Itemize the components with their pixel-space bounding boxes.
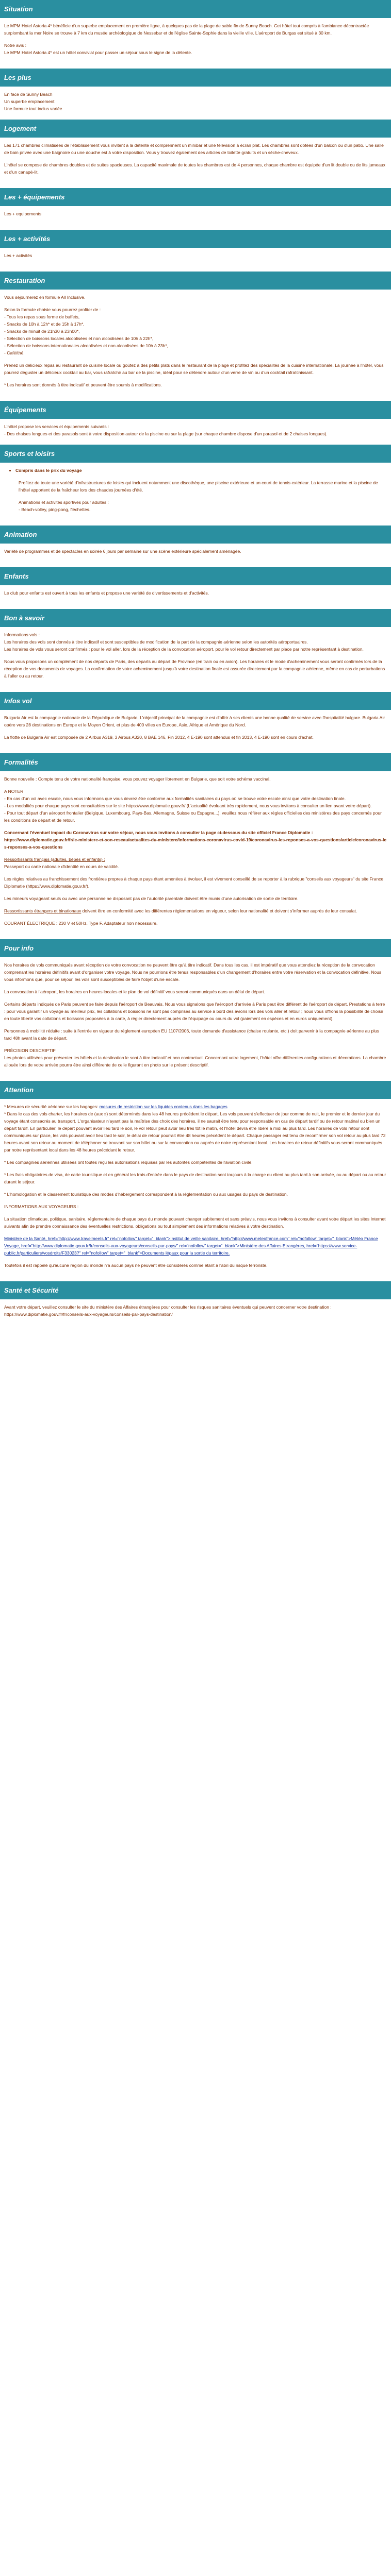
plus-section xyxy=(0,87,391,120)
attention-visa-fees: * Les frais obligatoires de visa, de carte touristique et en général les frais d'entrée dans le pays de destination sont toujours à la charge du client au plus tard à son arrivée, ou au départ ou au retour durant le séjour. xyxy=(4,1172,386,1184)
enfants-section xyxy=(0,585,391,609)
equipements-detail-section xyxy=(0,419,391,445)
activites-section xyxy=(0,248,391,272)
restauration-item: - Snacks de 10h à 12h* et de 15h à 17h*, xyxy=(4,321,85,327)
sports-description: Profitez de toute une variété d'infrastructures de loisirs qui incluent notamment une discothèque, une piscine extérieure et un court de tennis extérieur. La terrasse marine et la piscine de l'hôtel apportent de la fraîcheur lors des chaudes journées d'été. xyxy=(19,480,378,493)
sports-adults-list: - Beach-volley, ping-pong, fléchettes. xyxy=(19,507,91,512)
equipements-item: - Des chaises longues et des parasols sont à votre disposition autour de la piscine ou sur la plage (sur chaque chambre dispose d'un parasol et de 2 chaises longues). xyxy=(4,431,328,436)
situation-opinion-label: Notre avis : xyxy=(4,43,26,48)
pour-info-schedules: Nos horaires de vols communiqués avant réception de votre convocation ne peuvent être qu'à titre indicatif. Dans tous les cas, il est impératif que vous attendiez la réception de la convocation comprenant les horaires définitifs avant d'organiser votre voyage. Nous ne pourrions être tenus responsables d'un changement d'horaires entre votre réservation et la convocation définitive. Nous vous informons que, pour ce séjour, les vols sont susceptibles de faire l'objet d'une escale. xyxy=(4,962,382,982)
section-header-bon-a-savoir: Bon à savoir xyxy=(0,609,391,627)
formalites-coronavirus-link[interactable]: https://www.diplomatie.gouv.fr/fr/le-ministere-et-son-reseau/actualites-du-ministere/informations-coronavirus-covid-19/coronavirus-les-reponses-a-vos-questions/article/coronavirus-les-reponses-a-vos-questions xyxy=(4,837,387,850)
flight-info-confirmation: Les horaires de vols vous seront confirmés : pour le vol aller, lors de la réception de la convocation aéroport, pour le vol retour directement par place par notre représentant à destination. xyxy=(4,647,364,652)
logement-section xyxy=(0,138,391,188)
restauration-section xyxy=(0,290,391,401)
formalites-section xyxy=(0,771,391,939)
infos-vol-section xyxy=(0,710,391,753)
flight-info-province: Nous vous proposons un complément de nos départs de Paris, des départs au départ de Province (en train ou en avion). Les horaires et le mode d'acheminement vous seront confirmés lors de la réception de vos documents de voyages. La confirmation de votre acheminement jusqu'à votre destination finale est assurée directement par la compagnie aérienne, même en cas de perturbations à l'aller ou au retour. xyxy=(4,659,385,679)
section-header-infos-vol: Infos vol xyxy=(0,692,391,710)
formalites-minors: Les mineurs voyageant seuls ou avec une personne ne disposant pas de l'autorité parentale doivent être munis d'une autorisation de sortie de territoire. xyxy=(4,896,299,901)
plus-item: En face de Sunny Beach xyxy=(4,92,53,97)
airline-description: Bulgaria Air est la compagnie nationale de la République de Bulgarie. L'objectif principal de la compagnie est d'offrir à ses clients une bonne qualité de service avec l'hospitalité bulgare. Bulgaria Air opère vers 28 destinations en Europe et le Moyen Orient, et plus de 400 villes en Europe, Asie, Afrique et Amérique du Nord. xyxy=(4,715,385,727)
pour-info-precision-text: Les photos utilisées pour présenter les hôtels et la destination le sont à titre indicatif et non contractuel. Concernant votre logement, l'hôtel offre différentes configurations et décorations. La chambre allouée lors de votre arrivée pourra être ainsi différente de celle figurant en photo sur le présent descriptif. xyxy=(4,1055,386,1067)
logement-description: Les 171 chambres climatisées de l'établissement vous invitent à la détente et comprennent un minibar et une télévision à écran plat. Les chambres sont dotées d'un balcon ou d'un patio. Une salle de bain privée avec une baignoire ou une douche est à votre disposition. Vous y trouvez également des articles de toilette gratuits et un sèche-cheveux. xyxy=(4,143,384,155)
formalites-coronavirus-label: Concernant l'éventuel impact du Coronavirus sur votre séjour, nous vous invitons à consulter la page ci-dessous du site officiel France Diplomatie : xyxy=(4,830,313,835)
section-header-sports: Sports et loisirs xyxy=(0,445,391,463)
equipements-section xyxy=(0,206,391,230)
formalites-foreigners xyxy=(4,907,387,914)
section-header-enfants: Enfants xyxy=(0,567,391,585)
formalites-foreigners-label: Ressortissants étrangers et binationaux xyxy=(4,908,82,913)
sante-text: Avant votre départ, veuillez consulter le site du ministère des Affaires étrangères pour consulter les risques sanitaires éventuels qui peuvent concerner votre destination : https://www.diplomatie.gouv.fr/fr/conseils-aux-voyageurs/conseils-par-pays-destination/ xyxy=(4,1304,332,1317)
restauration-item: - Café/thé. xyxy=(4,350,25,355)
attention-classification: * L'homologation et le classement touristique des modes d'hébergement correspondent à la réglementation ou aux usages du pays de destination. xyxy=(4,1192,288,1197)
section-header-activites: Les + activités xyxy=(0,230,391,248)
restauration-item: - Snacks de minuit de 21h30 à 23h00*, xyxy=(4,329,80,334)
section-header-logement: Logement xyxy=(0,120,391,138)
formalites-french-nationals-doc: Passeport ou carte nationale d'identité en cours de validité. xyxy=(4,864,119,869)
section-header-situation: Situation xyxy=(0,0,391,18)
situation-description: Le MPM Hotel Astoria 4* bénéficie d'un superbe emplacement en première ligne, à quelques pas de la plage de sable fin de Sunny Beach. Cet hôtel tout compris à l'ambiance décontractée surplombant la mer Noire se trouve à 7 km du musée archéologique de Nessebar et de l'église Sainte-Sophie dans la vieille ville. L'aéroport de Burgas est situé à 30 km. xyxy=(4,23,369,36)
attention-security-label: * Mesures de sécurité aérienne sur les bagages: xyxy=(4,1104,100,1109)
equipements-text: Les + equipements xyxy=(4,211,42,216)
section-header-pour-info: Pour info xyxy=(0,939,391,957)
pour-info-section xyxy=(0,957,391,1081)
restauration-item: - Sélection de boissons locales alcoolisées et non alcoolisées de 10h à 22h*, xyxy=(4,336,154,341)
sports-included-label: • Compris dans le prix du voyage xyxy=(15,467,387,474)
section-header-sante: Santé et Sécurité xyxy=(0,1281,391,1299)
restauration-item: - Tous les repas sous forme de buffets, xyxy=(4,314,80,319)
formalites-good-news: Bonne nouvelle : Compte tenu de votre nationalité française, vous pouvez voyager librement en Bulgarie, que soit votre schéma vaccinal. xyxy=(4,776,271,782)
formalites-note-modalites: - Les modalités pour chaque pays sont consultables sur le site https://www.diplomatie.gouv.fr/ (L'actualité évoluant très rapidement, nous vous invitons à consulter un lien avant votre départ). xyxy=(4,803,372,808)
attention-charter-flights: * Dans le cas des vols charter, les horaires de (aux ») sont déterminés dans les 48 heures précédent le départ. Les vols peuvent s'effectuer de jour comme de nuit, le premier et le dernier jour du voyage étant consacrés au transport. L'organisateur n'ayant pas la maîtrise des choix des horaires, il ne saurait être tenu pour responsable en cas de départ tardif ou de retour matinal ou bien un départ tardif. En particulier, le départ pouvant avoir lieu tard le soir, le vol retour peut avoir lieu très tôt le matin, et l'hôtel devra être libéré à midi au plus tard. Les horaires de vols retour sont communiqués sur place, les vols pouvant avoir lieu tard le soir, le délai de retour pourrait être 48 heures précédent le départ. Chaque passager est tenu de reconfirmer son vol retour au plus tard 72 heures avant son retour au moment de téléphoner se trouvant sur son billet ou sur la convocation ou auprès de notre représentant local. Les horaires de retour définitifs vous seront communiqués par notre représentant local dans les 48 heures précédant le retour. xyxy=(4,1111,386,1153)
plus-item: Une formule tout inclus variée xyxy=(4,106,62,111)
attention-official-links[interactable]: Ministère de la Santé, href="http://www.travelmeets.fr" rel="nofollow" target="_blank">Institut de veille sanitaire, href="http://www.meteofrance.com" rel="nofollow" target="_blank">Météo France Voyage, href="http://www.diplomatie.gouv.fr/fr/conseils-aux-voyageurs/conseils-par-pays/" rel="nofollow" target="_blank">Ministère des Affaires Etrangères, href="https://www.service-public.fr/particuliers/vosdroits/F33023?" rel="nofollow" target="_blank">Documents légaux pour la sortie du territoire. xyxy=(4,1236,378,1256)
pour-info-reduced-mobility: Personnes à mobilité réduite : suite à l'entrée en vigueur du règlement européen EU 1107/2006, toute demande d'assistance (chaise roulante, etc.) doit parvenir à la compagnie aérienne au plus tard 48h avant la date de départ. xyxy=(4,1028,379,1041)
flight-info-label: Informations vols : xyxy=(4,632,40,637)
section-header-animation: Animation xyxy=(0,526,391,544)
situation-opinion: Le MPM Hotel Astoria 4* est un hôtel convivial pour passer un séjour sous le signe de la détente. xyxy=(4,50,192,55)
animation-section xyxy=(0,544,391,567)
formalites-electricity: COURANT ÉLECTRIQUE : 230 V et 50Hz. Type F. Adaptateur non nécessaire. xyxy=(4,921,158,926)
section-header-equipements: Les + équipements xyxy=(0,188,391,206)
attention-security xyxy=(4,1103,387,1110)
section-header-restauration: Restauration xyxy=(0,272,391,290)
attention-section xyxy=(0,1099,391,1281)
plus-item: Un superbe emplacement xyxy=(4,99,55,104)
situation-section xyxy=(0,18,391,69)
activites-text: Les + activités xyxy=(4,253,32,258)
formalites-border-rules: Les règles relatives au franchissement des frontières propres à chaque pays étant amenées à évoluer, il est vivement conseillé de se reporter à la rubrique "conseils aux voyageurs" du site France Diplomatie (https://www.diplomatie.gouv.fr/). xyxy=(4,876,384,889)
flight-info-schedules: Les horaires des vols sont donnés à titre indicatif et sont susceptibles de modification de la part de la compagnie aérienne selon les autorités aéroportuaires. xyxy=(4,639,308,645)
equipements-intro: L'hôtel propose les services et équipements suivants : xyxy=(4,424,109,429)
formalites-note-escale: - En cas d'un vol avec escale, nous vous informons que vous devrez être conforme aux formalités sanitaires du pays où se trouve votre escale ainsi que votre destination finale. xyxy=(4,796,346,801)
restauration-restaurants: Prenez un délicieux repas au restaurant de cuisine locale ou goûtez à des petits plats dans le restaurant de la plage et profitez des spécialités de la cuisine internationale. La journée à l'hôtel, vous pourrez déguster un délicieux cocktail au bar, vous rafraîchir au bar de la piscine, idéal pour se détendre autour d'un verre de vin ou d'un cocktail rafraîchissant. xyxy=(4,363,384,375)
attention-travelers-info-label: INFORMATIONS AUX VOYAGEURS : xyxy=(4,1204,79,1209)
sante-section xyxy=(0,1299,391,1330)
enfants-text: Le club pour enfants est ouvert à tous les enfants et propose une variété de divertissements et d'activités. xyxy=(4,590,209,596)
liquids-restriction-link[interactable]: mesures de restriction sur les liquides contenus dans les bagages xyxy=(99,1104,227,1109)
restauration-formula: Vous séjournerez en formule All Inclusive. xyxy=(4,295,86,300)
attention-travelers-info: La situation climatique, politique, sanitaire, réglementaire de chaque pays du monde pouvant changer subitement et sans préavis, nous vous invitons à consulter avant votre départ les sites Internet suivants afin de prendre connaissance des éventuelles restrictions, obligations ou tout simplement des informations relatives à votre destination. xyxy=(4,1216,386,1229)
airline-fleet: La flotte de Bulgaria Air est composée de 2 Airbus A319, 3 Airbus A320, 8 BAE 146, Fin 2012, 4 E-190 sont attendus et fin 2013, 4 E-190 sont en cours d'achat. xyxy=(4,735,314,740)
restauration-note: * Les horaires sont donnés à titre indicatif et peuvent être soumis à modifications. xyxy=(4,382,162,387)
section-header-equipements-detail: Équipements xyxy=(0,401,391,419)
restauration-item: - Sélection de boissons internationales alcoolisées et non alcoolisées de 10h à 23h*, xyxy=(4,343,169,348)
pour-info-precision-label: PRÉCISION DESCRIPTIF xyxy=(4,1048,56,1053)
attention-terrorism: Toutefois il est rappelé qu'aucune région du monde n'a aucun pays ne peuvent être considérés comme étant à l'abri du risque terroriste. xyxy=(4,1263,268,1268)
formalites-french-nationals-label: Ressortissants français (adultes, bébés et enfants) : xyxy=(4,857,105,862)
formalites-note-label: A NOTER xyxy=(4,789,24,794)
bon-a-savoir-section xyxy=(0,627,391,692)
restauration-intro: Selon la formule choisie vous pourrez profiter de : xyxy=(4,307,101,312)
pour-info-airports: Certains départs indiqués de Paris peuvent se faire depuis l'aéroport de Beauvais. Nous vous signalons que l'aéroport d'arrivée à Paris peut être différent de l'aéroport de départ. Prestations à terre : pour vous garantir un voyage au meilleur prix, les collations et boissons ne sont pas comprises au service à bord des avions lors des vols aller et retour ; nous vous offrons la possibilité de choisir en toute liberté vos collations et boissons proposées à la carte, à régler directement auprès de l'équipage ou cours du vol (paiement en espèces et en euros uniquement). xyxy=(4,1002,385,1021)
logement-capacity: L'hôtel se compose de chambres doubles et de suites spacieuses. La capacité maximale de toutes les chambres est de 4 personnes, chaque chambre est équipée d'un lit double ou de lits jumeaux et d'un canapé-lit. xyxy=(4,162,385,175)
animation-text: Variété de programmes et de spectacles en soirée 6 jours par semaine sur une scène extérieure spécialement aménagée. xyxy=(4,549,241,554)
formalites-note-frontalier: - Pour tout départ d'un aéroport frontalier (Belgique, Luxembourg, Pays-Bas, Allemagne, Suisse ou Espagne...), veuillez nous référer aux règles officielles des ministères des pays concernés pour les conditions de départ et de retour. xyxy=(4,810,382,823)
sports-adults-label: Animations et activités sportives pour adultes : xyxy=(19,500,109,505)
pour-info-convocation: La convocation à l'aéroport, les horaires en heures locales et le plan de vol définitif vous seront communiqués dans un délai de départ. xyxy=(4,989,265,994)
sports-section xyxy=(0,463,391,526)
section-header-attention: Attention xyxy=(0,1081,391,1099)
section-header-formalites: Formalités xyxy=(0,753,391,771)
attention-airlines: * Les compagnies aériennes utilisées ont toutes reçu les autorisations requises par les autorités compétentes de l'aviation civile. xyxy=(4,1160,253,1165)
section-header-plus: Les plus xyxy=(0,69,391,87)
formalites-foreigners-text: doivent être en conformité avec les différentes réglementations en vigueur, selon leur nationalité et doivent s'informer auprès de leur consulat. xyxy=(81,908,357,913)
